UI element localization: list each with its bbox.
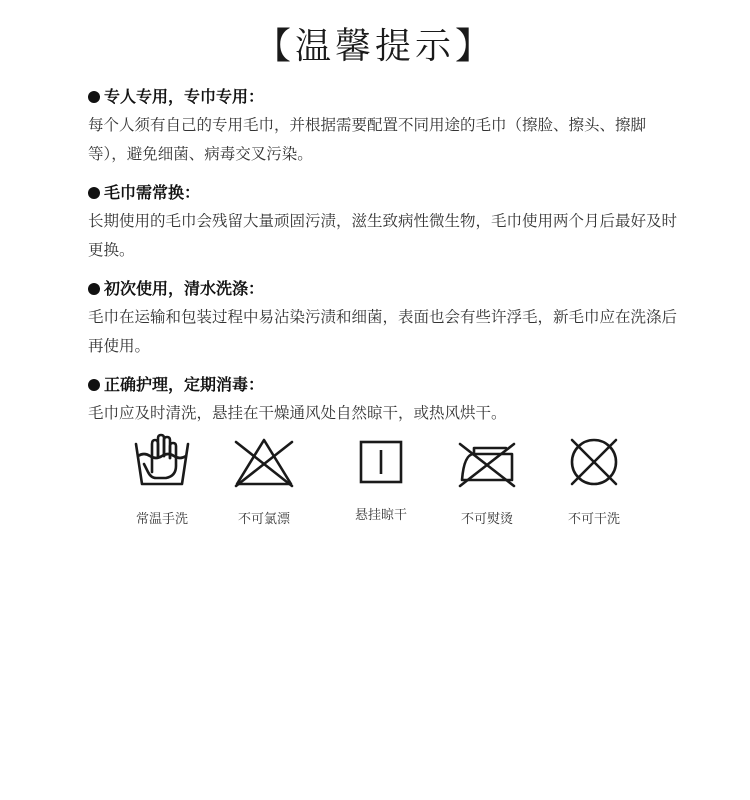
care-item-line-dry: [321, 432, 441, 523]
hand-wash-icon: [132, 432, 192, 490]
page-title: 【温馨提示】: [254, 26, 495, 67]
care-label: 不可氯漂: [237, 512, 290, 527]
tip-heading: [88, 370, 678, 399]
tip-section: [88, 274, 678, 361]
tip-heading: [88, 82, 678, 111]
bullet-icon: [88, 283, 100, 295]
care-icons-row: [0, 432, 750, 532]
tip-body: 长期使用的毛巾会残留大量顽固污渍，滋生致病性微生物，毛巾使用两个月后最好及时更换。: [88, 212, 678, 259]
tip-section: [88, 370, 678, 428]
line-dry-icon: [357, 438, 405, 486]
tip-section: [88, 82, 678, 169]
tip-body: 毛巾在运输和包装过程中易沾染污渍和细菌，表面也会有些许浮毛，新毛巾应在洗涤后再使用。: [88, 308, 678, 355]
tip-section: [88, 178, 678, 265]
tip-heading-text: 毛巾需常换：: [104, 183, 201, 202]
bullet-icon: [88, 379, 100, 391]
care-label: 不可熨烫: [460, 512, 513, 527]
care-item-no-iron: [427, 432, 547, 527]
tip-heading-text: 正确护理，定期消毒：: [104, 375, 265, 394]
care-label: 不可干洗: [567, 512, 620, 527]
care-label: 常温手洗: [135, 512, 188, 527]
tip-body: 每个人须有自己的专用毛巾，并根据需要配置不同用途的毛巾（擦脸、擦头、擦脚等），避免细菌、病毒交叉污染。: [88, 116, 647, 163]
tip-heading: [88, 274, 678, 303]
no-bleach-icon: [233, 432, 295, 490]
tip-heading-text: 初次使用，清水洗涤：: [104, 279, 265, 298]
tip-body: 毛巾应及时清洗，悬挂在干燥通风处自然晾干，或热风烘干。: [88, 404, 507, 422]
no-iron-icon: [456, 432, 518, 490]
tip-heading: [88, 178, 678, 207]
bullet-icon: [88, 91, 100, 103]
care-item-no-dry-clean: [534, 432, 654, 527]
tips-content: [88, 82, 678, 437]
tip-heading-text: 专人专用，专巾专用：: [104, 87, 265, 106]
bullet-icon: [88, 187, 100, 199]
care-item-no-bleach: [204, 432, 324, 527]
title-container: [0, 18, 750, 69]
no-dry-clean-icon: [564, 432, 624, 490]
care-label: 悬挂晾干: [354, 508, 407, 523]
